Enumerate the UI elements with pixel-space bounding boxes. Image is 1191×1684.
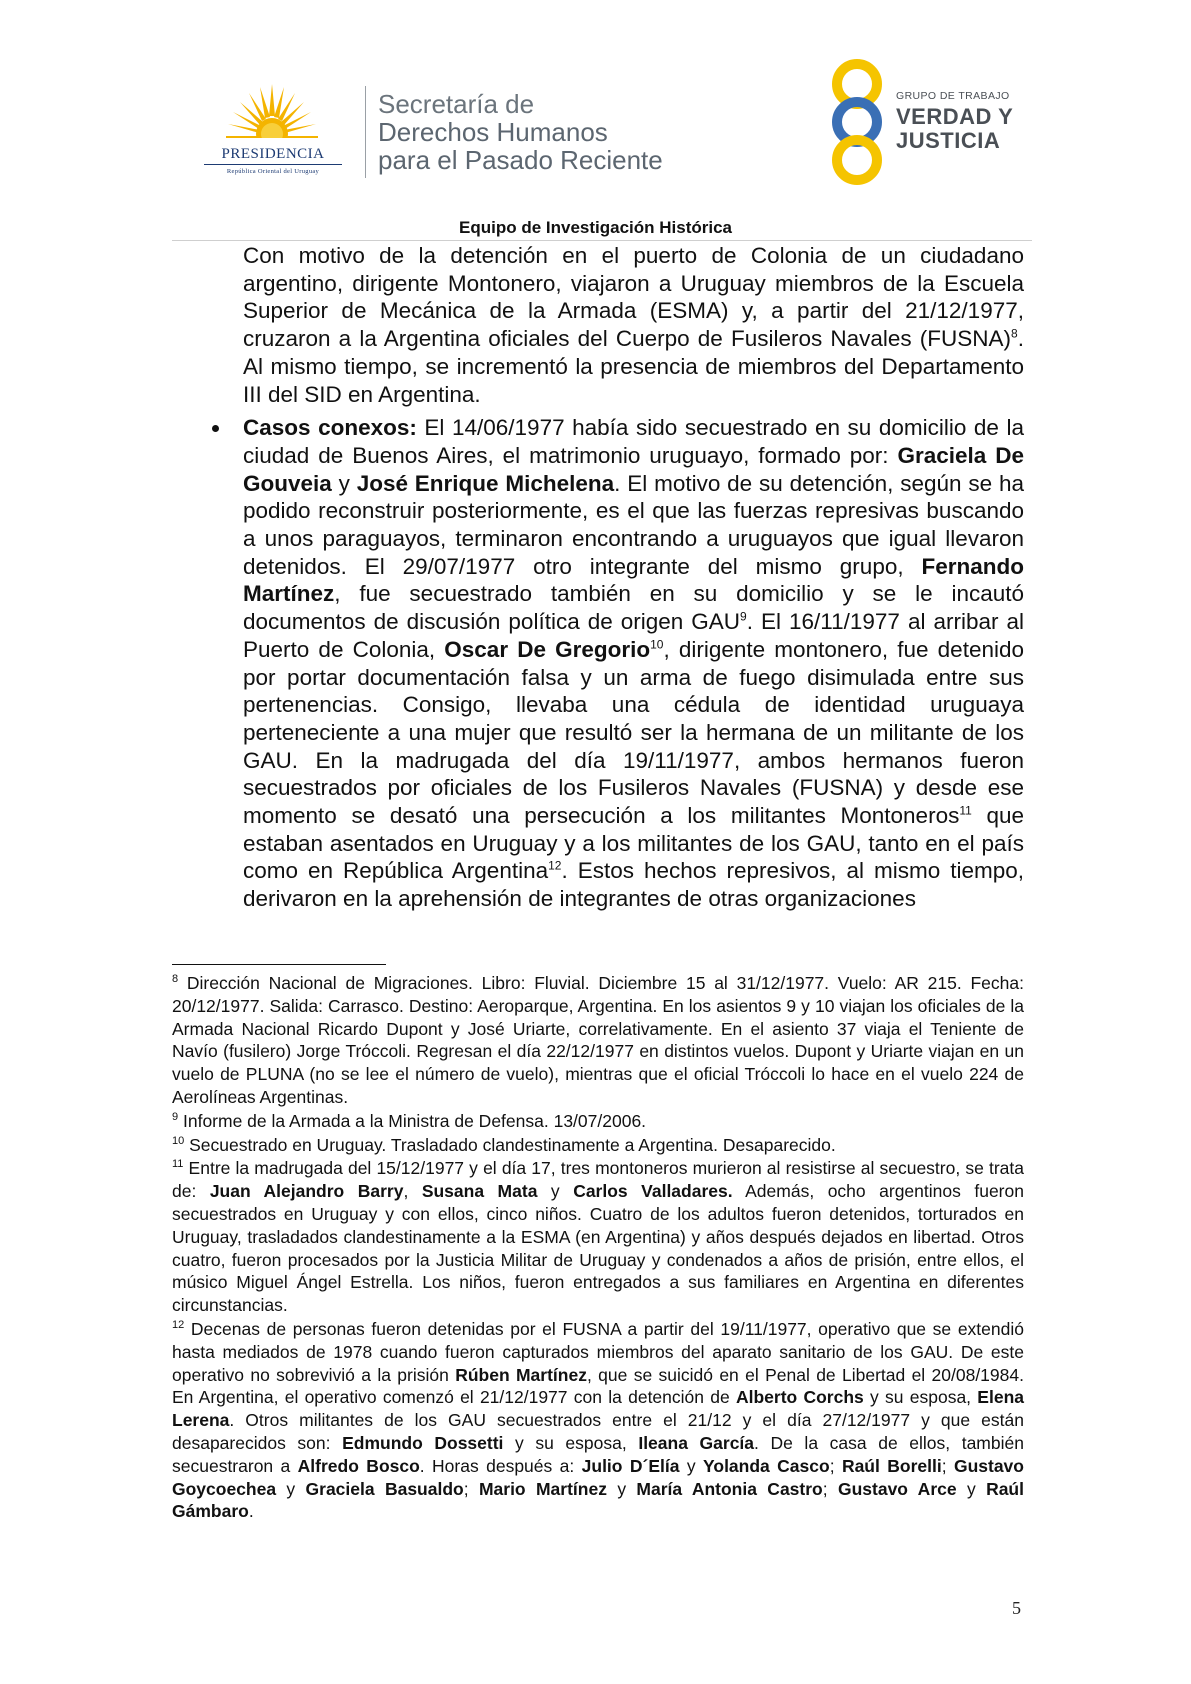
footnote-8 <box>172 972 1024 1109</box>
footnote-text: , <box>403 1181 422 1202</box>
footnote-text: Dirección Nacional de Migraciones. Libro: Fluvial. Diciembre 15 al 31/12/1977. Vuelo: AR 215. Fecha: 20/12/1977. Salida: Carrasco. Destino: Aeroparque, Argentina. En los asientos 9 y 10 viajan los oficiales de la Armada Nacional Ricardo Dupont y José Uriarte, correlativamente. En el asiento 37 viaja el Teniente de Navío (fusilero) Jorge Tróccoli. Regresan el día 22/12/1977 en distintos vuelos. Dupont y Uriarte viajan en un vuelo de PLUNA (no se lee el número de vuelo), mientras que el oficial Tróccoli lo hace en el vuelo 224 de Aerolíneas Argentinas. <box>172 973 1024 1107</box>
bullet-icon <box>212 425 219 432</box>
page-number: 5 <box>1012 1598 1021 1618</box>
footnote-text: . De la casa de ellos, también secuestraron a <box>172 1432 1024 1476</box>
bullet-text: El 14/06/1977 había sido secuestrado en su domicilio de la ciudad de Buenos Aires, el matrimonio uruguayo, formado por: <box>243 415 1025 468</box>
footnote-text: y su esposa, <box>503 1432 639 1453</box>
bold-name: María Antonia Castro <box>636 1478 823 1499</box>
footnote-text: y <box>956 1478 987 1499</box>
footnote-number: 11 <box>172 1158 184 1171</box>
bold-name: Graciela De Gouveia <box>243 442 1024 496</box>
footnote-11 <box>172 1157 1024 1317</box>
footnote-text: , que se suicidó en el Penal de Libertad el 20/08/1984. En Argentina, el operativo comenzó el 21/12/1977 con la detención de <box>172 1364 1024 1408</box>
footnote-text: ; <box>463 1478 479 1499</box>
gt-big-label-1: VERDAD Y <box>896 104 1014 129</box>
footnote-text: . <box>248 1501 254 1522</box>
secretaria-line-3: para el Pasado Reciente <box>378 145 663 175</box>
bullet-label: Casos conexos: <box>243 415 417 441</box>
footnote-text: Secuestrado en Uruguay. Trasladado clandestinamente a Argentina. Desaparecido. <box>184 1134 836 1155</box>
paragraph-1 <box>243 242 1024 408</box>
bold-name: Alberto Corchs <box>735 1387 864 1408</box>
footnote-9 <box>172 1110 1024 1133</box>
bold-name: Fernando Martínez <box>243 553 1024 607</box>
header-rule <box>172 240 1032 241</box>
footnote-10 <box>172 1134 1024 1157</box>
header-divider <box>365 86 366 178</box>
secretaria-logo-text <box>378 90 663 174</box>
bullet-text: y <box>331 470 357 496</box>
footnote-number: 8 <box>172 973 179 986</box>
bold-name: Carlos Valladares. <box>573 1181 733 1202</box>
bold-name: Edmundo Dossetti <box>342 1432 504 1453</box>
bold-name: Yolanda Casco <box>703 1455 830 1476</box>
footnote-number: 10 <box>172 1134 185 1147</box>
footnote-number: 12 <box>172 1319 185 1332</box>
footnote-text: Entre la madrugada del 15/12/1977 y el día 17, tres montoneros murieron al resistirse al secuestro, se trata de: <box>172 1158 1024 1202</box>
bullet-text: . El 16/11/1977 al arribar al Puerto de Colonia, <box>243 609 1024 662</box>
footnote-text: y <box>606 1478 637 1499</box>
bold-name: Oscar De Gregorio <box>444 636 651 662</box>
bold-name: Julio D´Elía <box>581 1455 680 1476</box>
presidencia-logo <box>198 80 348 180</box>
footnotes <box>172 972 1024 1524</box>
footnote-text: y su esposa, <box>863 1387 978 1408</box>
footnote-number: 9 <box>172 1110 179 1123</box>
bold-name: Gustavo Arce <box>837 1478 957 1499</box>
bullet-text: , fue secuestrado también en su domicilio y se le incautó documentos de discusión política de origen GAU <box>243 581 1024 635</box>
bold-name: Juan Alejandro Barry <box>209 1181 404 1202</box>
body-text <box>243 242 1024 919</box>
footnote-ref-12[interactable]: 12 <box>548 858 562 873</box>
bold-name: Rúben Martínez <box>455 1364 587 1385</box>
bold-name: Graciela Basualdo <box>305 1478 464 1499</box>
bold-name: Raúl Borelli <box>841 1455 942 1476</box>
bold-name: Susana Mata <box>421 1181 538 1202</box>
footnote-ref-9[interactable]: 9 <box>740 609 747 624</box>
para1-tail: . Al mismo tiempo, se incrementó la presencia de miembros del Departamento III del SID en Argentina. <box>243 326 1024 407</box>
footnote-text: y <box>276 1478 306 1499</box>
bold-name: Alfredo Bosco <box>297 1455 420 1476</box>
bullet-text: . Estos hechos represivos, al mismo tiempo, derivaron en la aprehensión de integrantes de otras organizaciones <box>243 858 1024 912</box>
footnote-ref-8[interactable]: 8 <box>1011 326 1018 341</box>
verdad-justicia-logo <box>820 58 1050 188</box>
footnote-ref-10[interactable]: 10 <box>650 637 664 652</box>
bold-name: Ileana García <box>638 1432 755 1453</box>
bullet-text: , dirigente montonero, fue detenido por portar documentación falsa y un arma de fuego disimulada entre sus pertenencias. Consigo, llevaba una cédula de identidad uruguaya perteneciente a una mujer que resultó ser la hermana de un militante de los GAU. En la madrugada del día 19/11/1977, ambos hermanos fueron secuestrados por oficiales de los Fusileros Navales (FUSNA) y desde ese momento se desató una persecución a los militantes Montoneros <box>243 636 1025 829</box>
bullet-casos-conexos <box>243 414 1024 913</box>
bold-name: Elena Lerena <box>172 1387 1024 1431</box>
footnote-text: y <box>537 1181 574 1202</box>
footnote-text: . Horas después a: <box>419 1455 582 1476</box>
footnote-text: . Otros militantes de los GAU secuestrados entre el 21/12 y el día 27/12/1977 y que están desaparecidos son: <box>172 1410 1024 1453</box>
footnote-text: y <box>679 1455 703 1476</box>
bold-name: Mario Martínez <box>478 1478 607 1499</box>
footnote-separator <box>172 964 386 965</box>
team-label: Equipo de Investigación Histórica <box>459 218 732 237</box>
interlocked-rings-icon <box>820 58 894 188</box>
secretaria-line-2: Derechos Humanos <box>378 117 608 147</box>
footnote-text: ; <box>822 1478 838 1499</box>
footnote-text: ; <box>941 1455 954 1476</box>
footnote-12 <box>172 1318 1024 1523</box>
bullet-text: que estaban asentados en Uruguay y a los militantes de los GAU, tanto en el país como en República Argentina <box>243 803 1024 884</box>
footnote-text: Informe de la Armada a la Ministra de Defensa. 13/07/2006. <box>178 1110 647 1131</box>
footnote-text: ; <box>829 1455 842 1476</box>
secretaria-line-1: Secretaría de <box>378 89 535 119</box>
page-header <box>0 0 1191 237</box>
para1-text: Con motivo de la detención en el puerto de Colonia de un ciudadano argentino, dirigente Montonero, viajaron a Uruguay miembros de la Escuela Superior de Mecánica de la Armada (ESMA) y, a partir del 21/12/1977, cruzaron a la Argentina oficiales del Cuerpo de Fusileros Navales (FUSNA) <box>243 243 1024 352</box>
footnote-ref-11[interactable]: 11 <box>959 803 972 818</box>
presidencia-title: PRESIDENCIA <box>221 146 325 162</box>
bold-name: Raúl Gámbaro <box>172 1478 1024 1522</box>
bold-name: Gustavo Goycoechea <box>172 1455 1024 1499</box>
bullet-text: . El motivo de su detención, según se ha podido reconstruir posteriormente, es el que las fuerzas represivas buscando a unos paraguayos, terminaron encontrando a uruguayos que igual llevaron detenidos. El 29/07/1977 otro integrante del mismo grupo, <box>243 470 1024 579</box>
bold-name: José Enrique Michelena <box>356 470 615 496</box>
presidencia-subtitle: República Oriental del Uruguay <box>226 168 320 175</box>
sun-emblem-icon <box>220 80 324 146</box>
gt-small-label: GRUPO DE TRABAJO <box>896 90 1010 102</box>
presidencia-rule <box>204 164 342 165</box>
gt-big-label-2: JUSTICIA <box>896 128 1001 153</box>
footnote-text: Además, ocho argentinos fueron secuestrados en Uruguay y con ellos, cinco niños. Cuatro de los adultos fueron detenidos, torturados en Uruguay, trasladados clandestinamente a la ESMA (en Argentina) y años después dejados en libertad. Otros cuatro, fueron procesados por la Justicia Militar de Uruguay y condenados a años de prisión, entre ellos, el músico Miguel Ángel Estrella. Los niños, fueron entregados a sus familiares en Argentina en diferentes circunstancias. <box>172 1181 1024 1316</box>
footnote-text: Decenas de personas fueron detenidas por el FUSNA a partir del 19/11/1977, operativo que se extendió hasta mediados de 1978 cuando fueron capturados miembros del aparato sanitario de los GAU. De este operativo no sobrevivió a la prisión <box>172 1318 1024 1385</box>
